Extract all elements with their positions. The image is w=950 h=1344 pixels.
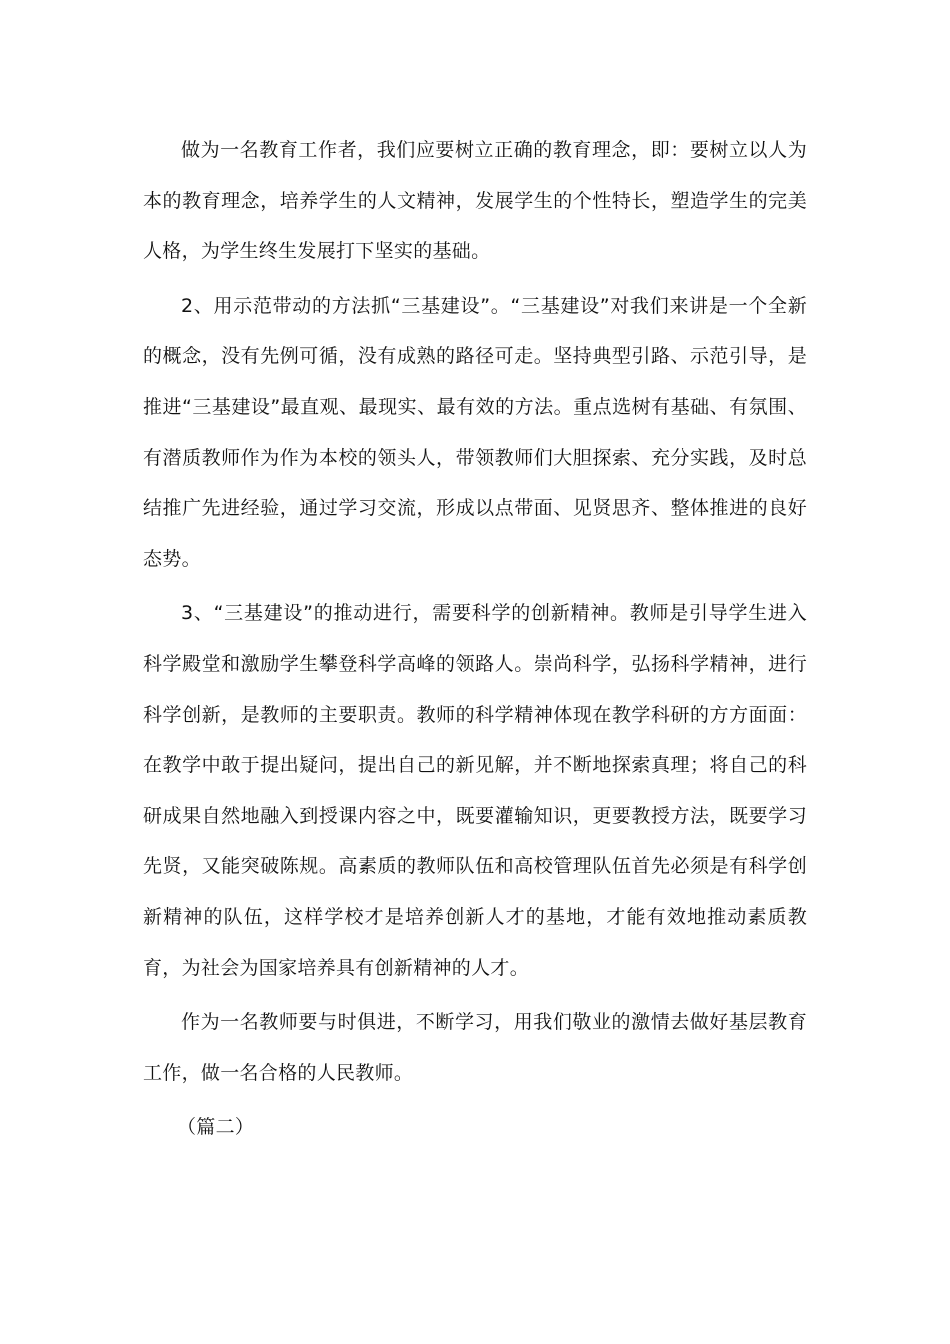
document-body — [143, 125, 807, 1153]
paragraph-education-philosophy: 做为一名教育工作者，我们应要树立正确的教育理念，即：要树立以人为本的教育理念，培养学生的人文精神，发展学生的个性特长，塑造学生的完美人格，为学生终生发展打下坚实的基础。 — [143, 139, 807, 263]
paragraph-scientific-innovation: 3、“三基建设”的推动进行，需要科学的创新精神。教师是引导学生进入科学殿堂和激励学生攀登科学高峰的领路人。崇尚科学，弘扬科学精神，进行科学创新，是教师的主要职责。教师的科学精神体现在教学科研的方方面面：在教学中敢于提出疑问，提出自己的新见解，并不断地探索真理；将自己的科研成果自然地融入到授课内容之中，既要灌输知识，更要教授方法，既要学习先贤，又能突破陈规。高素质的教师队伍和高校管理队伍首先必须是有科学创新精神的队伍，这样学校才是培养创新人才的基地，才能有效地推动素质教育，为社会为国家培养具有创新精神的人才。 — [143, 602, 807, 979]
paragraph-keep-pace: 作为一名教师要与时俱进，不断学习，用我们敬业的激情去做好基层教育工作，做一名合格的人民教师。 — [143, 1011, 807, 1084]
section-label: （篇二） — [177, 1116, 255, 1139]
paragraph-demonstration-method: 2、用示范带动的方法抓“三基建设”。“三基建设”对我们来讲是一个全新的概念，没有先例可循，没有成熟的路径可走。坚持典型引路、示范引导，是推进“三基建设”最直观、最现实、最有效的方法。重点选树有基础、有氛围、有潜质教师作为作为本校的领头人，带领教师们大胆探索、充分实践，及时总结推广先进经验，通过学习交流，形成以点带面、见贤思齐、整体推进的良好态势。 — [143, 294, 807, 570]
